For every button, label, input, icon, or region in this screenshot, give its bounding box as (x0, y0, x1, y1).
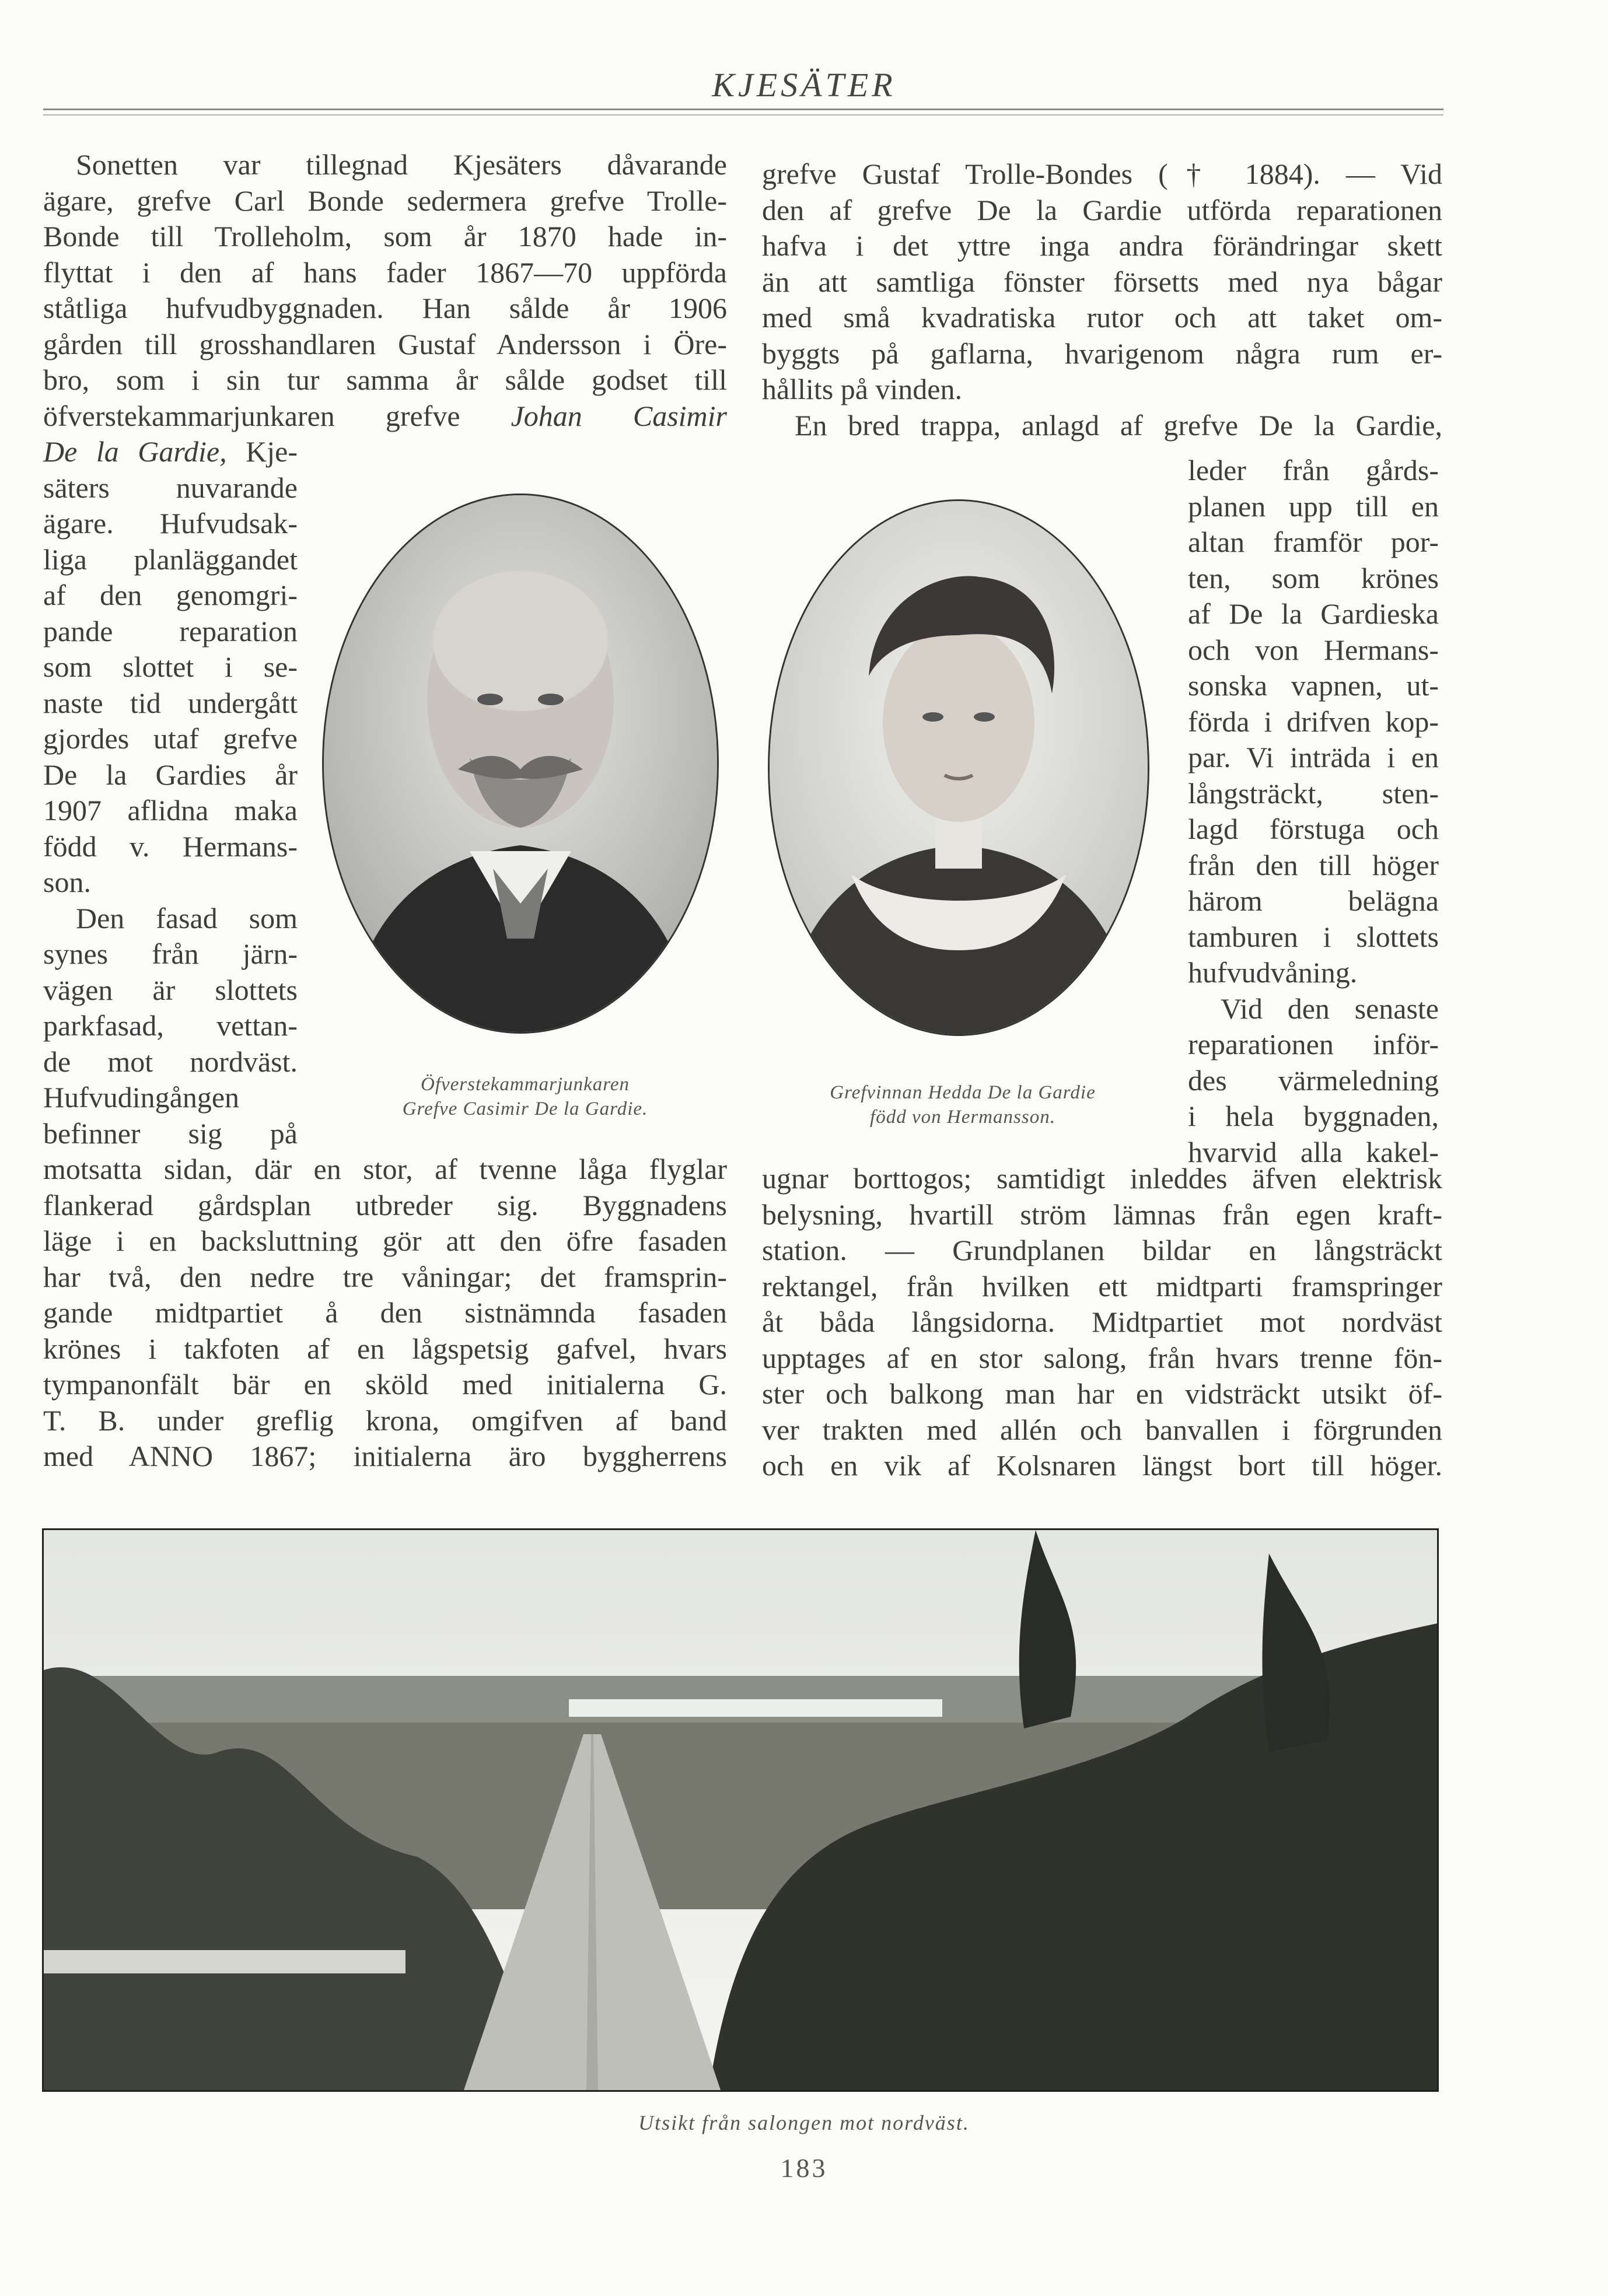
text-line: par. Vi inträda i en (1188, 741, 1439, 774)
text-line: ver trakten med allén och banvallen i förgrunden (762, 1413, 1442, 1446)
portrait-left-caption-line2: Grefve Casimir De la Gardie. (402, 1098, 648, 1119)
text-line: af De la Gardieska (1188, 597, 1439, 630)
text-line: med små kvadratiska rutor och att taket om- (762, 301, 1442, 334)
text-line: naste tid undergått (43, 686, 298, 719)
text-line: pande reparation (43, 614, 298, 648)
text-line: lagd förstuga och (1188, 813, 1439, 845)
text-line: hufvudvåning. (1188, 956, 1358, 989)
text-line: parkfasad, vettan- (43, 1009, 298, 1042)
text-line: och von Hermans- (1188, 633, 1439, 666)
text-line: Sonetten var tillegnad Kjesäters dåvarande (76, 148, 727, 181)
text-line: flyttat i den af hans fader 1867—70 uppförda (43, 256, 727, 289)
right-column-top (762, 156, 1442, 443)
text-line: liga planläggandet (43, 542, 298, 576)
text-line: Den fasad som (76, 901, 298, 935)
text-line: från den till höger (1188, 848, 1439, 881)
text-line: ten, som krönes (1188, 561, 1439, 594)
text-line: af den genomgri- (43, 579, 298, 611)
portrait-right-caption-line1: Grefvinnan Hedda De la Gardie (830, 1082, 1096, 1103)
portrait-man-image (324, 495, 717, 1032)
text-line: flankerad gårdsplan utbreder sig. Byggnadens (43, 1188, 727, 1222)
left-column-top (43, 147, 727, 434)
portrait-left-caption (344, 1072, 706, 1121)
text-line: befinner sig på (43, 1116, 298, 1150)
text-line: planen upp till en (1188, 489, 1439, 523)
left-column-narrow (43, 434, 298, 1152)
text-line: Bonde till Trolleholm, som år 1870 hade in- (43, 220, 727, 253)
text-line: motsatta sidan, där en stor, af tvenne låga flyglar (43, 1153, 727, 1185)
text-line: hvarvid alla kakel- (1188, 1135, 1439, 1168)
text-line: synes från järn- (43, 937, 298, 970)
name-italic: De la Gardie, (43, 435, 227, 468)
text-line: och en vik af Kolsnaren längst bort till höger. (762, 1449, 1442, 1482)
text-line: öfverstekammarjunkaren grefve Johan Casimir (43, 399, 728, 432)
text-line: krönes i takfoten af en lågspetsig gafvel, hvars (43, 1332, 727, 1365)
landscape-photo (42, 1528, 1439, 2092)
page-number: 183 (780, 2153, 828, 2183)
text-line: Vid den senaste (1221, 992, 1439, 1025)
text-line: långsträckt, sten- (1188, 776, 1439, 810)
header-rule (43, 108, 1443, 110)
text-line: bro, som i sin tur samma år sålde godset till (43, 363, 727, 396)
right-column-bottom (762, 1161, 1442, 1484)
text-line: grefve Gustaf Trolle-Bondes († 1884). — Vid (762, 158, 1442, 190)
text-line: gjordes utaf grefve (43, 722, 298, 755)
text-line: altan framför por- (1188, 526, 1439, 558)
text-line: rektangel, från hvilken ett midtparti framspringer (762, 1269, 1442, 1303)
text-line: ståtliga hufvudbyggnaden. Han sålde år 1906 (43, 292, 727, 324)
text-line: En bred trappa, anlagd af grefve De la Gardie, (795, 408, 1442, 442)
text-line: byggts på gaflarna, hvarigenom några rum er- (762, 337, 1442, 370)
portrait-left-caption-line1: Öfverstekammarjunkaren (420, 1074, 630, 1095)
text-line: leder från gårds- (1188, 454, 1439, 487)
text-line: läge i en backsluttning gör att den öfre fasaden (43, 1224, 727, 1257)
text-line: hållits på vinden. (762, 373, 962, 405)
portrait-hedda-de-la-gardie (768, 499, 1149, 1036)
portrait-right-caption-line2: född von Hermansson. (870, 1107, 1055, 1128)
text-line: sonska vapnen, ut- (1188, 669, 1439, 702)
text-line: gården till grosshandlaren Gustaf Andersson i Öre- (43, 327, 727, 360)
text-line: ugnar borttogos; samtidigt inleddes äfven elektrisk (762, 1162, 1442, 1195)
text-line: station. — Grundplanen bildar en långsträckt (762, 1234, 1442, 1266)
text-line: Hufvudingången (43, 1081, 240, 1114)
text-line: De la Gardie, Kje- (43, 435, 298, 468)
portrait-right-caption (776, 1080, 1149, 1129)
text-line: med ANNO 1867; initialerna äro byggherrens (43, 1440, 727, 1472)
avenue-landscape-image (44, 1530, 1437, 2090)
text-line: son. (43, 866, 91, 898)
portrait-woman-image (770, 501, 1148, 1034)
text-line: förda i drifven kop- (1188, 705, 1439, 738)
text-line: har två, den nedre tre våningar; det framsprin- (43, 1260, 727, 1293)
text-line: des värmeledning (1188, 1063, 1439, 1097)
text-line: ägare, grefve Carl Bonde sedermera grefve Trolle- (43, 184, 727, 217)
text-line: som slottet i se- (43, 650, 298, 683)
text-line: De la Gardies år (43, 758, 298, 791)
running-title: KJESÄTER (712, 66, 896, 104)
text-line: härom belägna (1188, 884, 1439, 917)
text-line: än att samtliga fönster försetts med nya bågar (762, 265, 1442, 298)
text-line: åt båda långsidorna. Midtpartiet mot nordväst (762, 1306, 1442, 1338)
left-column-bottom (43, 1152, 727, 1475)
text-line: upptages af en stor salong, från hvars trenne fön- (762, 1341, 1442, 1374)
text-line: i hela byggnaden, (1188, 1100, 1439, 1132)
right-column-narrow (1188, 453, 1439, 1170)
text-line: den af grefve De la Gardie utförda reparationen (762, 193, 1442, 226)
name-italic: Johan Casimir (511, 399, 728, 432)
text-line: belysning, hvartill ström lämnas från egen kraft- (762, 1198, 1442, 1231)
text-line: gande midtpartiet å den sistnämnda fasaden (43, 1296, 727, 1329)
text-line: reparationen inför- (1188, 1028, 1439, 1060)
text-line: säters nuvarande (43, 471, 298, 504)
photo-caption: Utsikt från salongen mot nordväst. (638, 2111, 970, 2134)
text-line: tamburen i slottets (1188, 920, 1439, 953)
portrait-casimir-de-la-gardie (322, 494, 719, 1034)
text-line: hafva i det yttre inga andra förändringar skett (762, 229, 1442, 262)
text-line: tympanonfält bär en sköld med initialerna G. (43, 1368, 727, 1401)
text-line: 1907 aflidna maka (43, 794, 298, 827)
text-line: född v. Hermans- (43, 830, 298, 863)
text-line: vägen är slottets (43, 973, 298, 1006)
text-line: T. B. under greflig krona, omgifven af band (43, 1404, 727, 1437)
text-line: ägare. Hufvudsak- (43, 507, 298, 540)
text-line: de mot nordväst. (43, 1045, 298, 1078)
text-line: ster och balkong man har en vidsträckt utsikt öf- (762, 1377, 1442, 1410)
header-rule-thin (43, 114, 1443, 116)
